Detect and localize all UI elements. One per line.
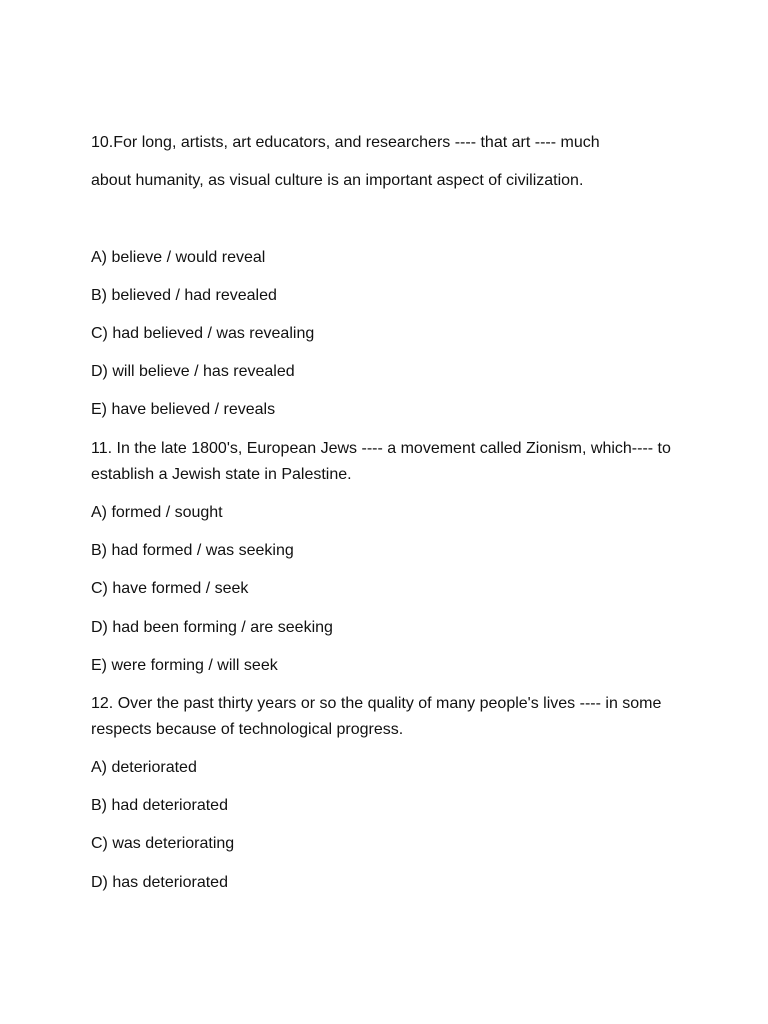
question-10-option-a: A) believe / would reveal xyxy=(91,249,266,266)
question-12-option-d: D) has deteriorated xyxy=(91,874,228,891)
question-11-option-b: B) had formed / was seeking xyxy=(91,542,294,559)
question-12-option-a: A) deteriorated xyxy=(91,759,197,776)
question-11-option-c: C) have formed / seek xyxy=(91,580,249,597)
question-11-stem-line-2: establish a Jewish state in Palestine. xyxy=(91,466,352,483)
question-10-option-b: B) believed / had revealed xyxy=(91,287,277,304)
question-10-option-e: E) have believed / reveals xyxy=(91,401,276,418)
question-12-stem-line-2: respects because of technological progress. xyxy=(91,721,404,738)
question-12-option-c: C) was deteriorating xyxy=(91,835,235,852)
question-10-option-d: D) will believe / has revealed xyxy=(91,363,295,380)
question-10-stem-line-2: about humanity, as visual culture is an important aspect of civilization. xyxy=(91,172,584,189)
question-12-stem-line-1: 12. Over the past thirty years or so the quality of many people's lives ---- in some xyxy=(91,695,662,712)
question-11-option-e: E) were forming / will seek xyxy=(91,657,278,674)
question-11-option-a: A) formed / sought xyxy=(91,504,223,521)
question-11-option-d: D) had been forming / are seeking xyxy=(91,619,333,636)
question-12-option-b: B) had deteriorated xyxy=(91,797,228,814)
question-10-stem-line-1: 10.For long, artists, art educators, and researchers ---- that art ---- much xyxy=(91,134,600,151)
question-10-option-c: C) had believed / was revealing xyxy=(91,325,315,342)
question-11-stem-line-1: 11. In the late 1800's, European Jews ---- a movement called Zionism, which---- to xyxy=(91,440,671,457)
